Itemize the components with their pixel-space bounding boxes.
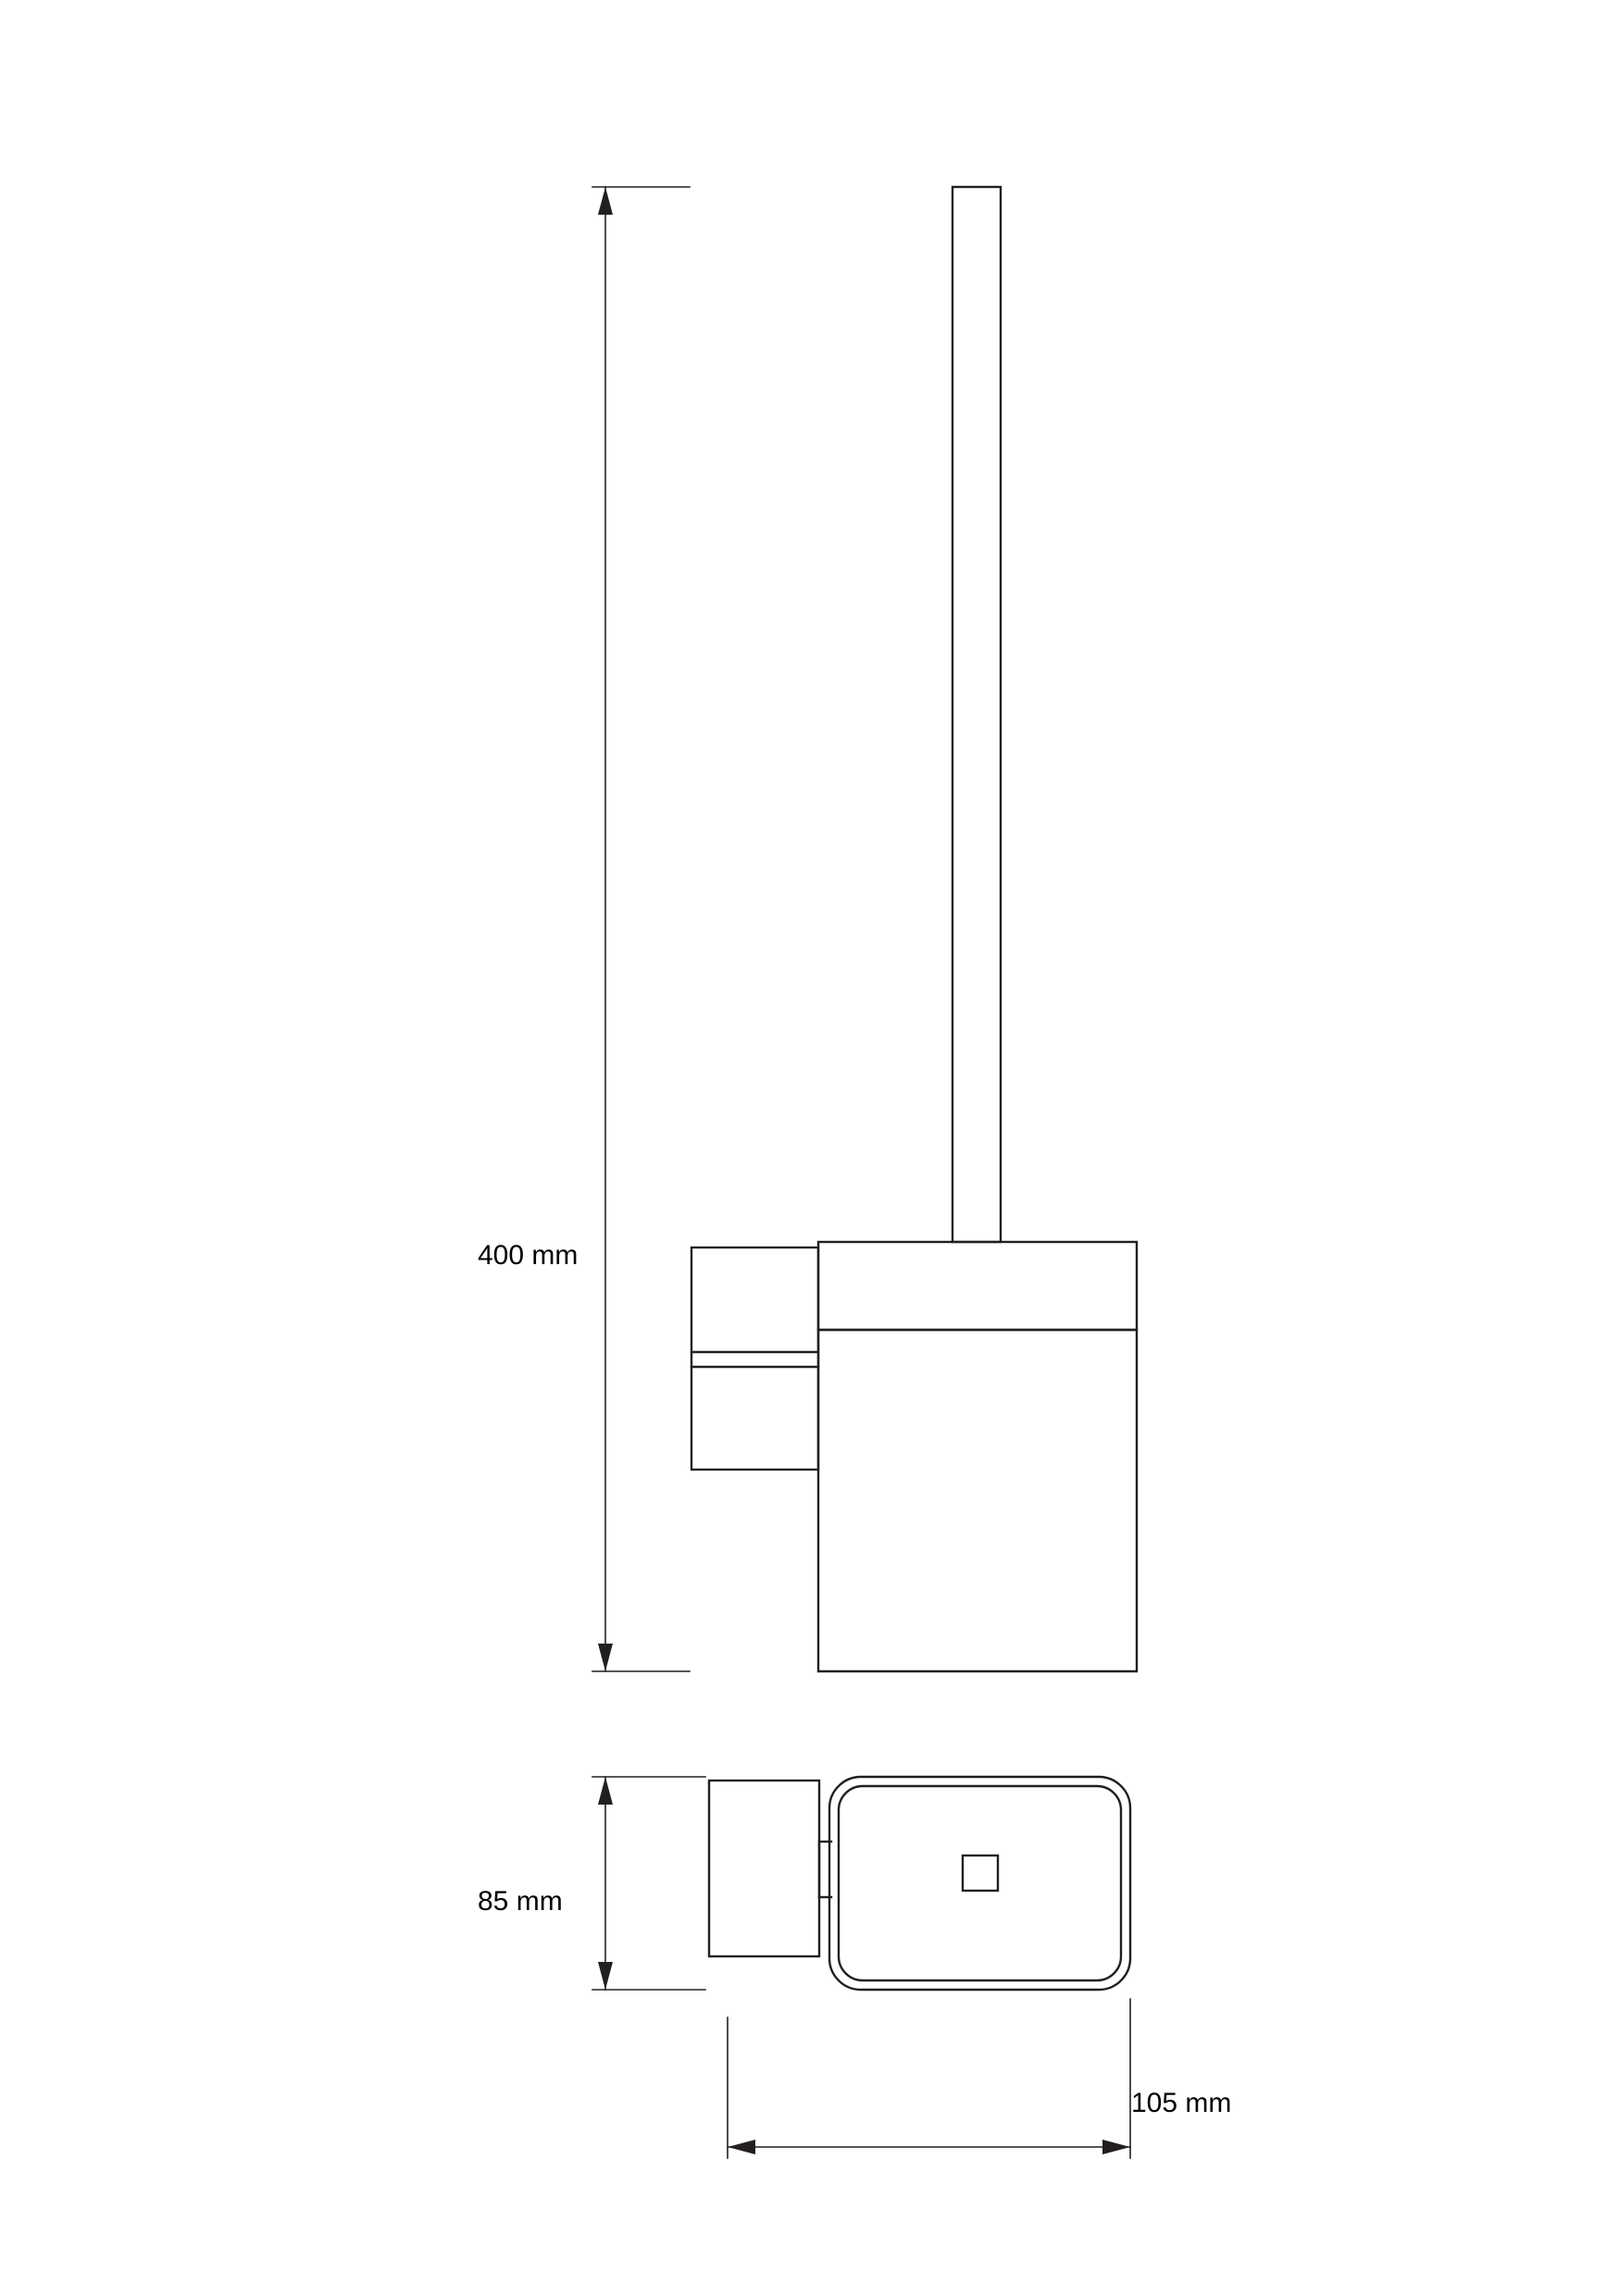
dimension-depth (592, 1777, 705, 1990)
dimension-label-height: 400 mm (478, 1240, 579, 1271)
brush-cup (818, 1242, 1137, 1671)
brush-handle (953, 187, 1001, 1242)
dimension-label-depth: 85 mm (478, 1886, 563, 1917)
brush-cup-plan (829, 1777, 1130, 1990)
wall-bracket-plan (709, 1781, 831, 1956)
wall-bracket-front (691, 1247, 818, 1470)
dimension-width (728, 1999, 1130, 2158)
top-view (592, 1777, 1130, 2158)
dimension-label-width: 105 mm (1131, 2088, 1232, 2118)
front-elevation-view (592, 187, 1137, 1671)
dimension-height (592, 187, 690, 1671)
